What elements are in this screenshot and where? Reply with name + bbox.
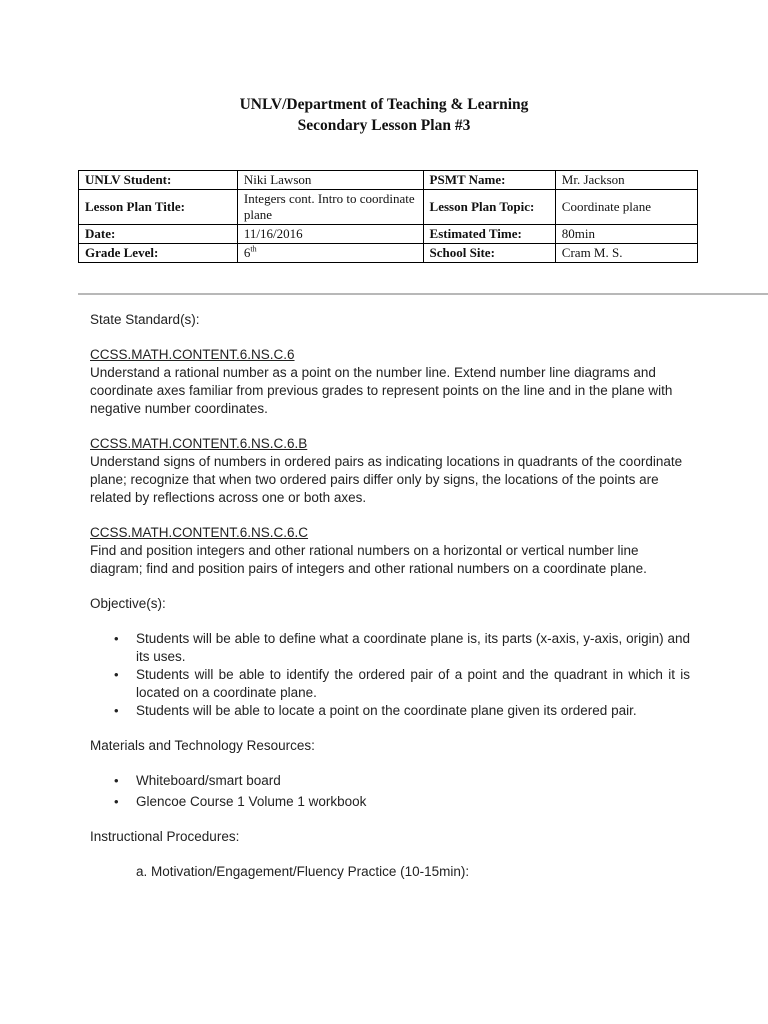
objectives-list	[90, 630, 690, 720]
site-value: Cram M. S.	[555, 244, 697, 263]
list-item: • Students will be able to locate a point on the coordinate plane given its ordered pair.	[114, 703, 637, 718]
bullet-icon: •	[114, 667, 119, 682]
date-value: 11/16/2016	[237, 225, 423, 244]
table-row	[79, 171, 698, 190]
bullet-icon: •	[114, 631, 119, 646]
materials-heading: Materials and Technology Resources:	[90, 738, 315, 753]
time-value: 80min	[555, 225, 697, 244]
psmt-label: PSMT Name:	[423, 171, 555, 190]
grade-suffix: th	[250, 244, 257, 254]
lesson-plan-title: Secondary Lesson Plan #3	[297, 117, 471, 134]
list-item: • Students will be able to define what a coordinate plane is, its parts (x-axis, y-axis, origin) and its uses.	[114, 631, 690, 664]
bullet-icon: •	[114, 773, 119, 788]
standard-text: Understand a rational number as a point on the number line. Extend number line diagrams and coordinate axes familiar from previous grades to represent points on the line and in the plane with negative number coordinates.	[90, 365, 673, 416]
grade-cell	[237, 244, 423, 263]
site-label: School Site:	[423, 244, 555, 263]
document-header	[0, 94, 768, 136]
topic-label: Lesson Plan Topic:	[423, 190, 555, 225]
psmt-value: Mr. Jackson	[555, 171, 697, 190]
standard-code: CCSS.MATH.CONTENT.6.NS.C.6.B	[90, 436, 308, 451]
section-divider	[78, 293, 768, 295]
student-label: UNLV Student:	[79, 171, 238, 190]
date-label: Date:	[79, 225, 238, 244]
table-row	[79, 190, 698, 225]
table-row	[79, 225, 698, 244]
student-value: Niki Lawson	[237, 171, 423, 190]
grade-label: Grade Level:	[79, 244, 238, 263]
title-value: Integers cont. Intro to coordinate plane	[237, 190, 423, 225]
standards-heading: State Standard(s):	[90, 312, 200, 327]
list-item: • Whiteboard/smart board	[114, 773, 281, 788]
procedure-item: a. Motivation/Engagement/Fluency Practice (10-15min):	[136, 864, 470, 879]
list-item: • Students will be able to identify the ordered pair of a point and the quadrant in which it is located on a coordinate plane.	[114, 667, 690, 700]
bullet-icon: •	[114, 794, 119, 809]
standard-code: CCSS.MATH.CONTENT.6.NS.C.6	[90, 347, 295, 362]
table-row	[79, 244, 698, 263]
department-title: UNLV/Department of Teaching & Learning	[239, 96, 529, 113]
lesson-info-table	[78, 170, 698, 263]
procedures-heading: Instructional Procedures:	[90, 829, 240, 844]
materials-list	[90, 772, 690, 811]
objectives-heading: Objective(s):	[90, 596, 166, 611]
list-item: • Glencoe Course 1 Volume 1 workbook	[114, 794, 367, 809]
standard-text: Find and position integers and other rational numbers on a horizontal or vertical number line diagram; find and position pairs of integers and other rational numbers on a coordinate plane.	[90, 543, 647, 576]
standard-text: Understand signs of numbers in ordered pairs as indicating locations in quadrants of the coordinate plane; recognize that when two ordered pairs differ only by signs, the locations of the points are related by reflections across one or both axes.	[90, 454, 683, 505]
title-label: Lesson Plan Title:	[79, 190, 238, 225]
bullet-icon: •	[114, 703, 119, 718]
lesson-content	[90, 311, 690, 881]
standard-code: CCSS.MATH.CONTENT.6.NS.C.6.C	[90, 525, 309, 540]
time-label: Estimated Time:	[423, 225, 555, 244]
grade-value: 6	[243, 245, 251, 260]
topic-value: Coordinate plane	[555, 190, 697, 225]
